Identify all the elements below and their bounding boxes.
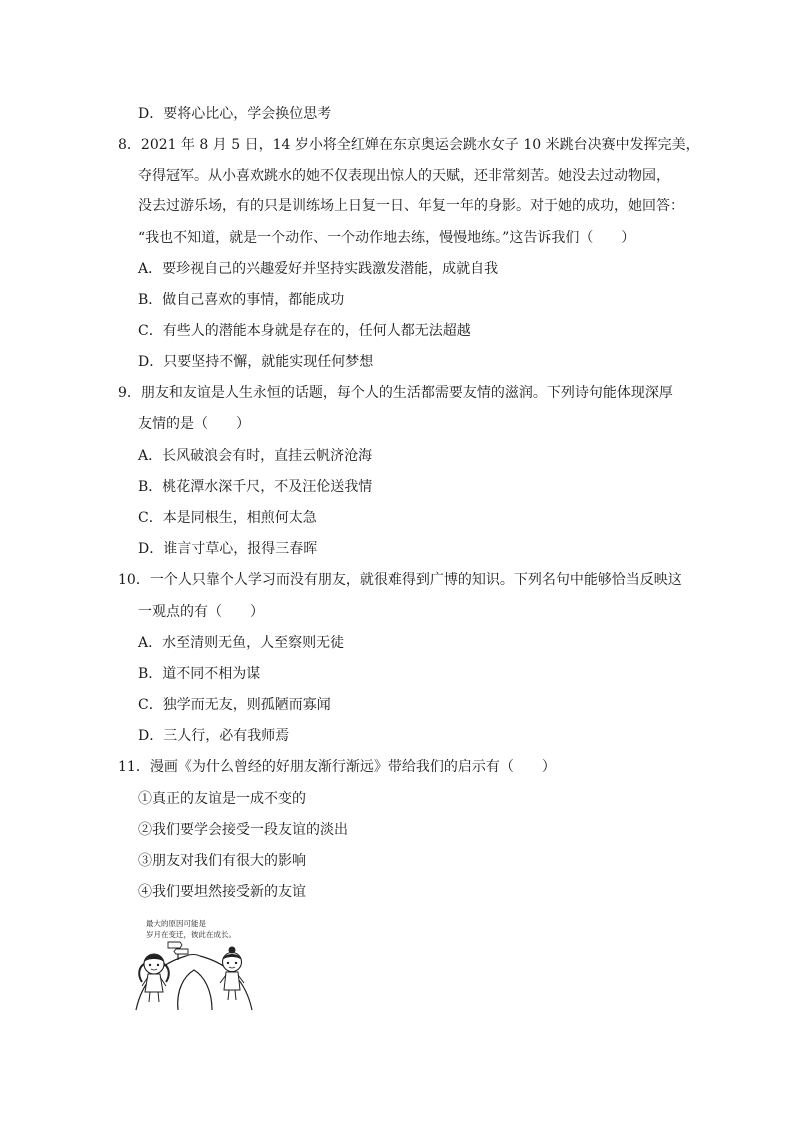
friends-cartoon-illustration [128,912,256,1012]
road-horizon [186,955,200,957]
q10-option-d: D．三人行，必有我师焉 [138,728,290,744]
left-girl-figure [139,954,169,1002]
q7-option-d: D．要将心比心，学会换位思考 [138,106,332,122]
q10-stem-line-2: 一观点的有（ ） [138,604,264,620]
q10-option-c: C．独学而无友，则孤陋而寡闻 [138,697,331,713]
right-girl-figure [220,947,244,1001]
cartoon-caption-line-2: 岁月在变迁，彼此在成长。 [146,930,236,939]
signpost-board-left [168,942,182,948]
q8-option-b: B．做自己喜欢的事情，都能成功 [138,292,345,308]
q9-option-a: A．长风破浪会有时，直挂云帆济沧海 [138,448,373,464]
q9-option-d: D．谁言寸草心，报得三春晖 [138,541,318,557]
q11-item-3: ③朋友对我们有很大的影响 [138,853,306,869]
q10-stem-line-1: 10．一个人只靠个人学习而没有朋友，就很难得到广博的知识。下列名句中能够恰当反映这 [118,572,682,588]
q9-stem-line-2: 友情的是（ ） [138,416,250,432]
q8-option-a: A．要珍视自己的兴趣爱好并坚持实践激发潜能，成就自我 [138,261,499,277]
road-center-edge [178,970,212,1010]
q8-option-d: D．只要坚持不懈，就能实现任何梦想 [138,354,374,370]
q10-option-b: B．道不同不相为谋 [138,666,261,682]
q9-option-b: B．桃花潭水深千尺，不及汪伦送我情 [138,479,373,495]
q8-stem-line-3: 没去过游乐场，有的只是训练场上日复一日、年复一年的身影。对于她的成功，她回答： [138,198,684,214]
q8-stem-line-4: “我也不知道，就是一个动作、一个动作地去练，慢慢地练。”这告诉我们（ ） [138,230,636,246]
q9-stem-line-1: 9．朋友和友谊是人生永恒的话题，每个人的生活都需要友情的滋润。下列诗句能体现深厚 [118,385,673,401]
q8-stem-line-1: 8．2021 年 8 月 5 日，14 岁小将全红婵在东京奥运会跳水女子 10 米跳台决赛中发挥完美， [118,137,700,153]
q8-option-c: C．有些人的潜能本身就是存在的，任何人都无法超越 [138,323,471,339]
q8-stem-line-2: 夺得冠军。从小喜欢跳水的她不仅表现出惊人的天赋，还非常刻苦。她没去过动物园， [138,168,670,184]
q11-item-1: ①真正的友谊是一成不变的 [138,791,306,807]
q10-option-a: A．水至清则无鱼，人至察则无徒 [138,635,345,651]
cartoon-caption-line-1: 最大的原因可能是 [146,919,206,928]
q11-item-2: ②我们要学会接受一段友谊的淡出 [138,822,348,838]
q11-stem-line-1: 11．漫画《为什么曾经的好朋友渐行渐远》带给我们的启示有（ ） [118,759,556,775]
signpost-board-right [174,949,188,954]
q9-option-c: C．本是同根生，相煎何太急 [138,510,317,526]
q11-item-4: ④我们要坦然接受新的友谊 [138,884,306,900]
